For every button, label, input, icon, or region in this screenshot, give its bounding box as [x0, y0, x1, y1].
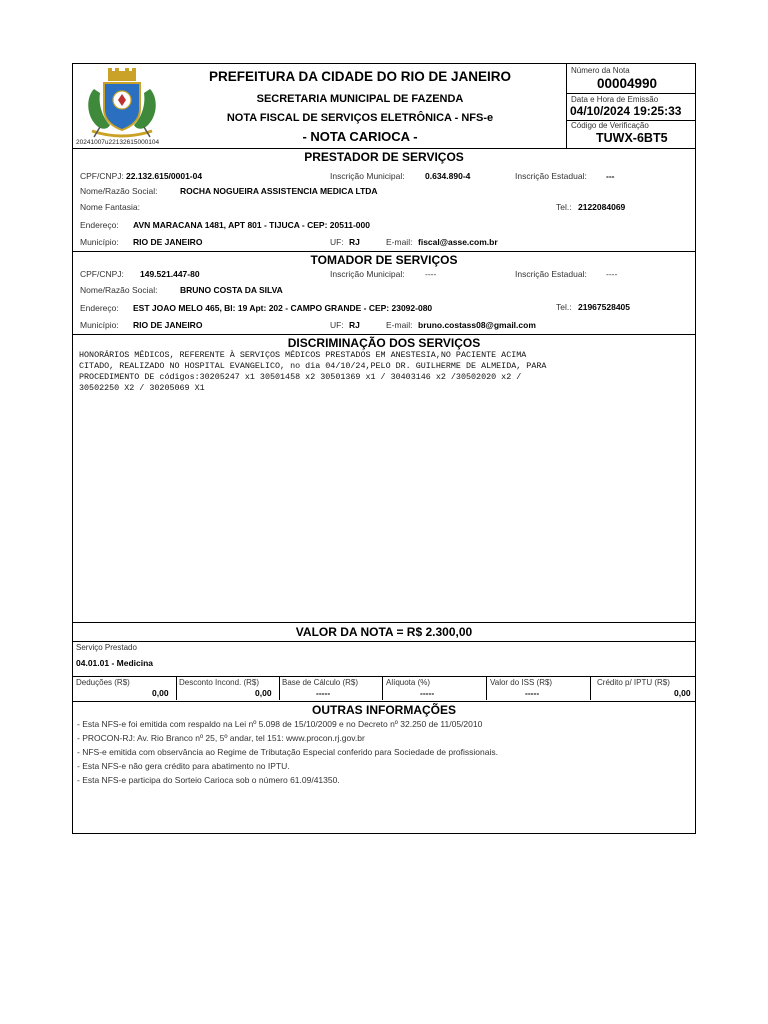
deducoes-label: Deduções (R$) — [76, 678, 130, 687]
outras-line: - Esta NFS-e participa do Sorteio Carioca sob o número 61.09/41350. — [77, 775, 340, 785]
tomador-endereco-value: EST JOAO MELO 465, Bl: 19 Apt: 202 - CAMPO GRANDE - CEP: 23092-080 — [133, 303, 433, 313]
prestador-tel-label: Tel.: — [556, 202, 572, 212]
iss-label: Valor do ISS (R$) — [490, 678, 553, 687]
tomador-email-label: E-mail: — [386, 320, 413, 330]
prestador-ie-label: Inscrição Estadual: — [515, 171, 587, 181]
tomador-municipio-value: RIO DE JANEIRO — [133, 320, 203, 330]
prestador-uf-label: UF: — [330, 237, 344, 247]
tomador-ie-value: ---- — [606, 269, 618, 279]
barcode-number: 20241007u22132615000104 — [76, 139, 160, 146]
prefeitura-title: PREFEITURA DA CIDADE DO RIO DE JANEIRO — [208, 69, 512, 84]
divider — [72, 148, 696, 149]
deducoes-value: 0,00 — [152, 688, 169, 698]
prestador-email-value: fiscal@asse.com.br — [418, 237, 498, 247]
divider — [279, 676, 280, 700]
divider — [382, 676, 383, 700]
aliquota-label: Alíquota (%) — [386, 678, 431, 687]
divider — [72, 251, 696, 252]
data-emissao-value: 04/10/2024 19:25:33 — [570, 104, 682, 118]
nota-carioca-title: - NOTA CARIOCA - — [302, 129, 418, 144]
prestador-im-label: Inscrição Municipal: — [330, 171, 405, 181]
base-calculo-label: Base de Cálculo (R$) — [282, 678, 359, 687]
outras-line: - Esta NFS-e foi emitida com respaldo na Lei nº 5.098 de 15/10/2009 e no Decreto nº 32.250 de 11/05/2010 — [77, 719, 483, 729]
discriminacao-line: PROCEDIMENTO DE códigos:30205247 x1 30501458 x2 30501369 x1 / 30403146 x2 /30502020 x2 / — [79, 372, 522, 382]
prestador-nome-label: Nome/Razão Social: — [80, 186, 158, 196]
valor-nota: VALOR DA NOTA = R$ 2.300,00 — [295, 625, 473, 639]
header-divider — [566, 63, 567, 148]
outras-line: - NFS-e emitida com observância ao Regime de Tributação Especial conferido para Sociedade de profissionais. — [77, 747, 498, 757]
divider — [486, 676, 487, 700]
outras-title: OUTRAS INFORMAÇÕES — [312, 703, 456, 717]
outras-line: - PROCON-RJ: Av. Rio Branco nº 25, 5º andar, tel 151: www.procon.rj.gov.br — [77, 733, 365, 743]
codigo-label: Código de Verificação — [571, 121, 649, 130]
tomador-ie-label: Inscrição Estadual: — [515, 269, 587, 279]
iss-value: ----- — [525, 688, 540, 698]
tomador-tel-value: 21967528405 — [578, 302, 631, 312]
servico-label: Serviço Prestado — [76, 643, 137, 652]
codigo-value: TUWX-6BT5 — [596, 131, 668, 145]
tomador-email-value: bruno.costass08@gmail.com — [418, 320, 536, 330]
prestador-im-value: 0.634.890-4 — [425, 171, 471, 181]
numero-label: Número da Nota — [571, 66, 630, 75]
prestador-municipio-label: Município: — [80, 237, 119, 247]
discriminacao-line: HONORÁRIOS MÉDICOS, REFERENTE À SERVIÇOS MÉDICOS PRESTADOS EM ANESTESIA,NO PACIENTE ACIMA — [79, 350, 527, 360]
prestador-municipio-value: RIO DE JANEIRO — [133, 237, 203, 247]
desconto-value: 0,00 — [255, 688, 272, 698]
coat-of-arms-logo — [82, 67, 162, 139]
secretaria-title: SECRETARIA MUNICIPAL DE FAZENDA — [256, 93, 464, 105]
nfse-title: NOTA FISCAL DE SERVIÇOS ELETRÔNICA - NFS-e — [226, 112, 494, 124]
prestador-cpf-label: CPF/CNPJ: — [80, 171, 124, 181]
tomador-title: TOMADOR DE SERVIÇOS — [310, 253, 458, 267]
divider — [72, 641, 696, 642]
divider — [590, 676, 591, 700]
prestador-email-label: E-mail: — [386, 237, 413, 247]
tomador-municipio-label: Município: — [80, 320, 119, 330]
tomador-nome-value: BRUNO COSTA DA SILVA — [180, 285, 283, 295]
prestador-cpf-value: 22.132.615/0001-04 — [126, 171, 203, 181]
divider — [72, 676, 696, 677]
data-emissao-label: Data e Hora de Emissão — [571, 95, 659, 104]
tomador-im-label: Inscrição Municipal: — [330, 269, 405, 279]
servico-value: 04.01.01 - Medicina — [76, 658, 154, 668]
discriminacao-line: 30502250 X2 / 30205069 X1 — [79, 383, 205, 393]
tomador-uf-value: RJ — [349, 320, 360, 330]
divider — [176, 676, 177, 700]
divider — [72, 701, 696, 702]
divider — [72, 622, 696, 623]
prestador-tel-value: 2122084069 — [578, 202, 626, 212]
divider — [72, 334, 696, 335]
discriminacao-title: DISCRIMINAÇÃO DOS SERVIÇOS — [287, 336, 481, 350]
tomador-endereco-label: Endereço: — [80, 303, 119, 313]
prestador-nome-value: ROCHA NOGUEIRA ASSISTENCIA MEDICA LTDA — [180, 186, 378, 196]
divider — [566, 93, 696, 94]
aliquota-value: ----- — [420, 688, 435, 698]
prestador-endereco-value: AVN MARACANA 1481, APT 801 - TIJUCA - CEP: 20511-000 — [133, 220, 370, 230]
prestador-ie-value: --- — [606, 171, 615, 181]
discriminacao-line: CITADO, REALIZADO NO HOSPITAL EVANGELICO, no dia 04/10/24,PELO DR. GUILHERME DE ALMEIDA, PARA — [79, 361, 547, 371]
tomador-cpf-value: 149.521.447-80 — [140, 269, 200, 279]
prestador-title: PRESTADOR DE SERVIÇOS — [304, 150, 464, 164]
prestador-fantasia-label: Nome Fantasia: — [80, 202, 140, 212]
tomador-tel-label: Tel.: — [556, 302, 572, 312]
tomador-uf-label: UF: — [330, 320, 344, 330]
numero-value: 00004990 — [597, 76, 658, 91]
prestador-uf-value: RJ — [349, 237, 360, 247]
tomador-im-value: ---- — [425, 269, 437, 279]
desconto-label: Desconto Incond. (R$) — [179, 678, 260, 687]
prestador-endereco-label: Endereço: — [80, 220, 119, 230]
base-calculo-value: ----- — [316, 688, 331, 698]
credito-iptu-label: Crédito p/ IPTU (R$) — [597, 678, 670, 687]
tomador-cpf-label: CPF/CNPJ: — [80, 269, 124, 279]
tomador-nome-label: Nome/Razão Social: — [80, 285, 158, 295]
outras-line: - Esta NFS-e não gera crédito para abatimento no IPTU. — [77, 761, 290, 771]
credito-iptu-value: 0,00 — [674, 688, 691, 698]
